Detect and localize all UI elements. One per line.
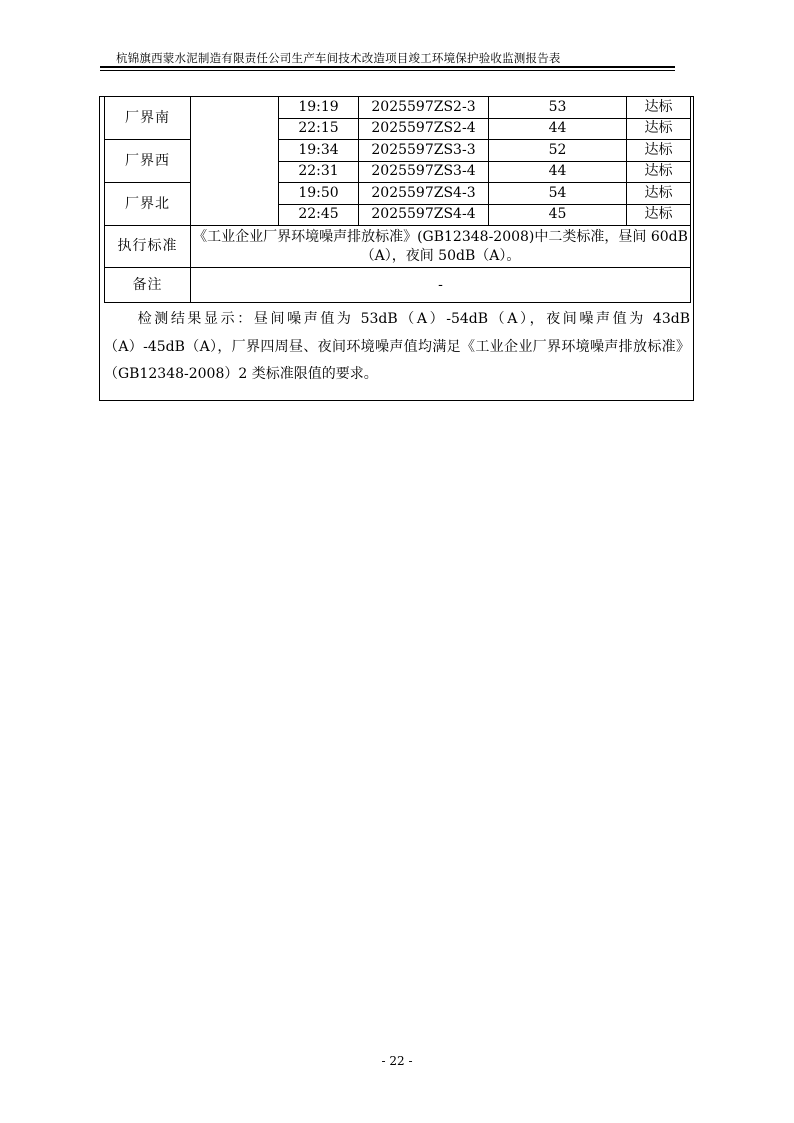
sample-id-cell: 2025597ZS2-4: [359, 118, 489, 140]
result-cell: 达标: [627, 161, 691, 183]
sample-id-cell: 2025597ZS4-3: [359, 183, 489, 205]
result-cell: 达标: [627, 118, 691, 140]
sample-id-cell: 2025597ZS3-4: [359, 161, 489, 183]
time-cell: 19:19: [279, 97, 359, 119]
time-cell: 22:15: [279, 118, 359, 140]
time-cell: 22:45: [279, 204, 359, 226]
location-cell: 厂界南: [105, 97, 191, 140]
time-cell: 19:34: [279, 140, 359, 162]
table-row: [105, 97, 691, 119]
value-cell: 45: [489, 204, 627, 226]
result-cell: 达标: [627, 140, 691, 162]
standard-label: 执行标准: [105, 226, 191, 268]
remark-value: -: [191, 268, 691, 303]
document-header: 杭锦旗西蒙水泥制造有限责任公司生产车间技术改造项目竣工环境保护验收监测报告表: [116, 51, 561, 65]
conclusion-paragraph: 检测结果显示：昼间噪声值为 53dB（A）-54dB（A），夜间噪声值为 43dB（A）-45dB（A），厂界四周昼、夜间环境噪声值均满足《工业企业厂界环境噪声排放标准》（GB12348-2008）2 类标准限值的要求。: [104, 311, 690, 382]
location-cell: 厂界北: [105, 183, 191, 226]
result-cell: 达标: [627, 204, 691, 226]
value-cell: 44: [489, 161, 627, 183]
sample-id-cell: 2025597ZS4-4: [359, 204, 489, 226]
value-cell: 52: [489, 140, 627, 162]
value-cell: 54: [489, 183, 627, 205]
sample-id-cell: 2025597ZS3-3: [359, 140, 489, 162]
result-cell: 达标: [627, 97, 691, 119]
time-cell: 19:50: [279, 183, 359, 205]
header-rule-thin: [100, 70, 675, 71]
sample-id-cell: 2025597ZS2-3: [359, 97, 489, 119]
result-cell: 达标: [627, 183, 691, 205]
value-cell: 44: [489, 118, 627, 140]
page-number: - 22 -: [381, 1054, 413, 1068]
time-cell: 22:31: [279, 161, 359, 183]
standard-text: 《工业企业厂界环境噪声排放标准》(GB12348-2008)中二类标准，昼间 60dB（A），夜间 50dB（A）。: [191, 226, 691, 268]
location-cell: 厂界西: [105, 140, 191, 183]
remark-label: 备注: [105, 268, 191, 303]
noise-monitoring-table: [104, 96, 691, 303]
date-cell: [191, 97, 279, 226]
remark-row: [105, 268, 691, 303]
value-cell: 53: [489, 97, 627, 119]
standard-row: [105, 226, 691, 268]
header-rule-thick: [100, 66, 675, 68]
